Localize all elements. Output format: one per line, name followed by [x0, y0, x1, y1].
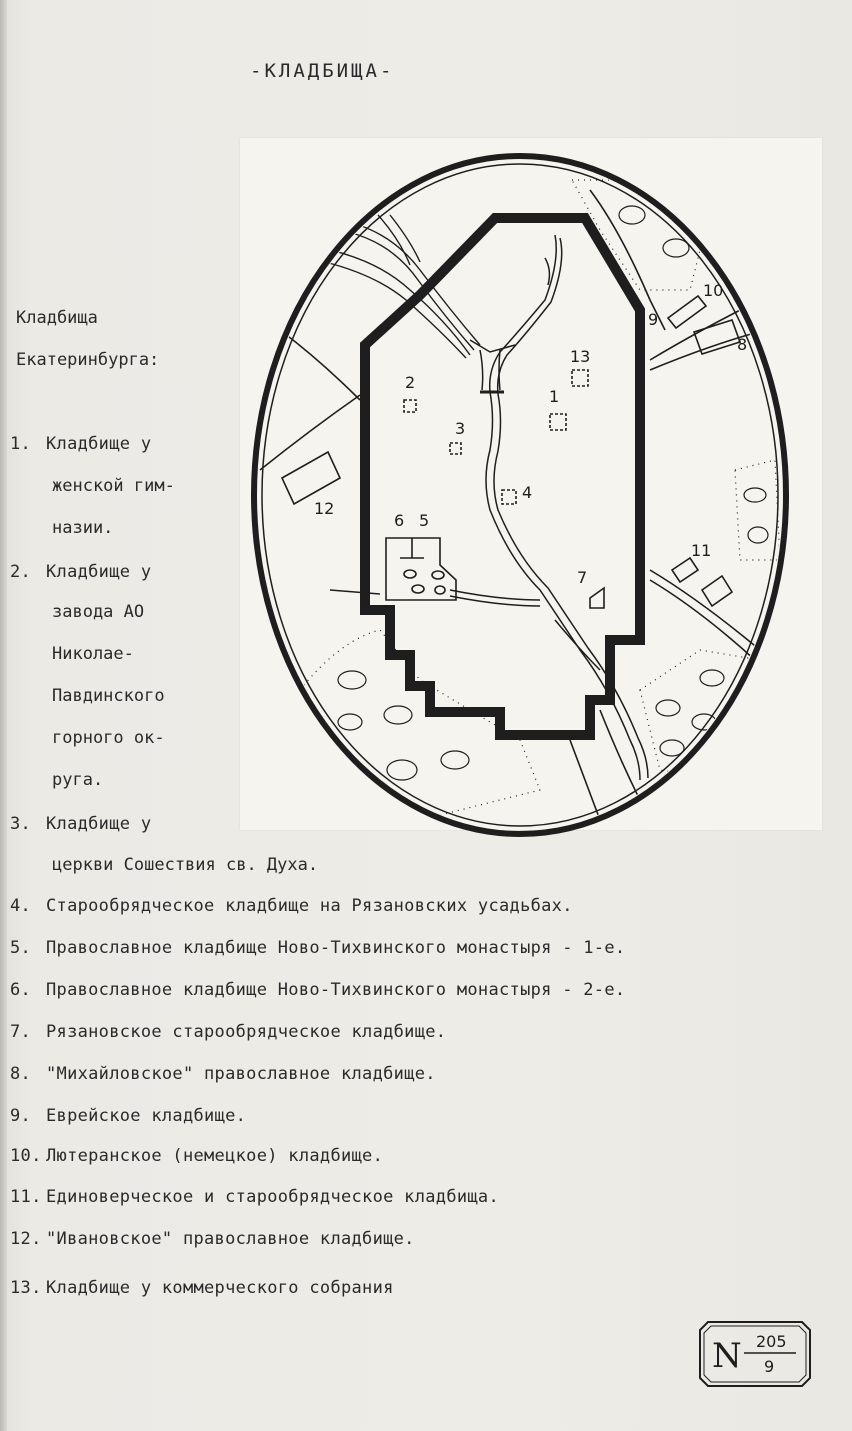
map-buildings: [282, 296, 740, 608]
legend-text: Лютеранское (немецкое) кладбище.: [46, 1146, 384, 1166]
site-8-building: [694, 320, 740, 354]
site-11-building-b: [702, 576, 732, 606]
legend-text: Рязановское старообрядческое кладбище.: [46, 1022, 447, 1042]
intro-line-2: Екатеринбурга:: [16, 350, 160, 370]
legend-item-3-line-2: церкви Сошествия св. Духа.: [52, 855, 319, 875]
legend-item-12: [10, 1229, 415, 1249]
page-title: -КЛАДБИЩА-: [250, 60, 395, 82]
stamp-numerator: 205: [756, 1332, 787, 1351]
legend-item-7: [10, 1022, 446, 1042]
legend-item-5: [10, 938, 625, 958]
oval-inner-frame: [262, 164, 778, 826]
archive-stamp: [698, 1320, 812, 1388]
page-binding-edge: [0, 0, 7, 1431]
stamp-denominator: 9: [764, 1357, 775, 1376]
map-label-6: 6: [394, 511, 405, 530]
legend-number: 5.: [10, 938, 32, 958]
legend-item-2: [10, 562, 151, 582]
site-2-marker: [404, 400, 416, 412]
legend-text: Православное кладбище Ново-Тихвинского монастыря - 1-е.: [46, 938, 626, 958]
legend-item-10: [10, 1146, 383, 1166]
legend-text: Старообрядческое кладбище на Рязановских усадьбах.: [46, 896, 573, 916]
map-label-10: 10: [703, 281, 724, 300]
legend-item-1-line-3: назии.: [52, 518, 114, 538]
legend-text: "Михайловское" православное кладбище.: [46, 1064, 436, 1084]
legend-number: 2.: [10, 562, 32, 582]
legend-item-2-line-4: Павдинского: [52, 686, 165, 706]
intro-line-1: Кладбища: [16, 308, 98, 328]
map-label-3: 3: [455, 419, 466, 438]
legend-number: 13.: [10, 1278, 42, 1298]
map-label-7: 7: [577, 568, 588, 587]
legend-item-2-line-5: горного ок-: [52, 728, 165, 748]
legend-number: 1.: [10, 434, 32, 454]
map-label-9: 9: [648, 310, 659, 329]
map-label-13: 13: [570, 347, 591, 366]
legend-item-2-line-3: Николае-: [52, 644, 134, 664]
legend-number: 4.: [10, 896, 32, 916]
legend-item-1: [10, 434, 151, 454]
map-label-8: 8: [737, 335, 748, 354]
legend-item-2-line-6: руга.: [52, 770, 104, 790]
legend-item-11: [10, 1187, 499, 1207]
map-label-11: 11: [691, 541, 712, 560]
iset-river: [450, 235, 648, 780]
map-label-2: 2: [405, 373, 416, 392]
site-13-marker: [572, 370, 588, 386]
legend-number: 7.: [10, 1022, 32, 1042]
site-1-marker: [550, 414, 566, 430]
stamp-prefix: N: [712, 1336, 742, 1376]
legend-number: 12.: [10, 1229, 42, 1249]
site-7-marker: [590, 588, 604, 608]
legend-item-3: [10, 814, 151, 834]
dotted-area-bottom-right: [640, 650, 780, 780]
site-11-building-a: [672, 558, 698, 582]
site-12-building: [282, 452, 340, 504]
legend-number: 10.: [10, 1146, 42, 1166]
city-boundary: [365, 218, 640, 735]
legend-text: Кладбище у: [46, 562, 152, 582]
site-10-building: [668, 296, 706, 328]
legend-text: Кладбище у коммерческого собрания: [46, 1278, 394, 1298]
legend-text: Кладбище у: [46, 814, 152, 834]
legend-number: 11.: [10, 1187, 42, 1207]
site-4-marker: [502, 490, 516, 504]
map-label-12: 12: [314, 499, 335, 518]
legend-text: Единоверческое и старообрядческое кладбища.: [46, 1187, 499, 1207]
dotted-area-right: [735, 460, 780, 560]
map-label-5: 5: [419, 511, 430, 530]
legend-text: Кладбище у: [46, 434, 152, 454]
legend-text: Православное кладбище Ново-Тихвинского монастыря - 2-е.: [46, 980, 626, 1000]
map-label-4: 4: [522, 483, 533, 502]
legend-item-8: [10, 1064, 436, 1084]
legend-text: "Ивановское" православное кладбище.: [46, 1229, 415, 1249]
legend-item-2-line-2: завода АО: [52, 602, 145, 622]
map-label-1: 1: [549, 387, 560, 406]
legend-item-1-line-2: женской гим-: [52, 476, 175, 496]
legend-item-6: [10, 980, 625, 1000]
legend-number: 8.: [10, 1064, 32, 1084]
site-3-marker: [450, 443, 461, 454]
legend-item-13: [10, 1278, 394, 1298]
cemetery-map: [250, 150, 790, 840]
legend-number: 6.: [10, 980, 32, 1000]
legend-item-9: [10, 1106, 246, 1126]
legend-number: 9.: [10, 1106, 32, 1126]
legend-item-4: [10, 896, 573, 916]
legend-number: 3.: [10, 814, 32, 834]
legend-text: Еврейское кладбище.: [46, 1106, 247, 1126]
